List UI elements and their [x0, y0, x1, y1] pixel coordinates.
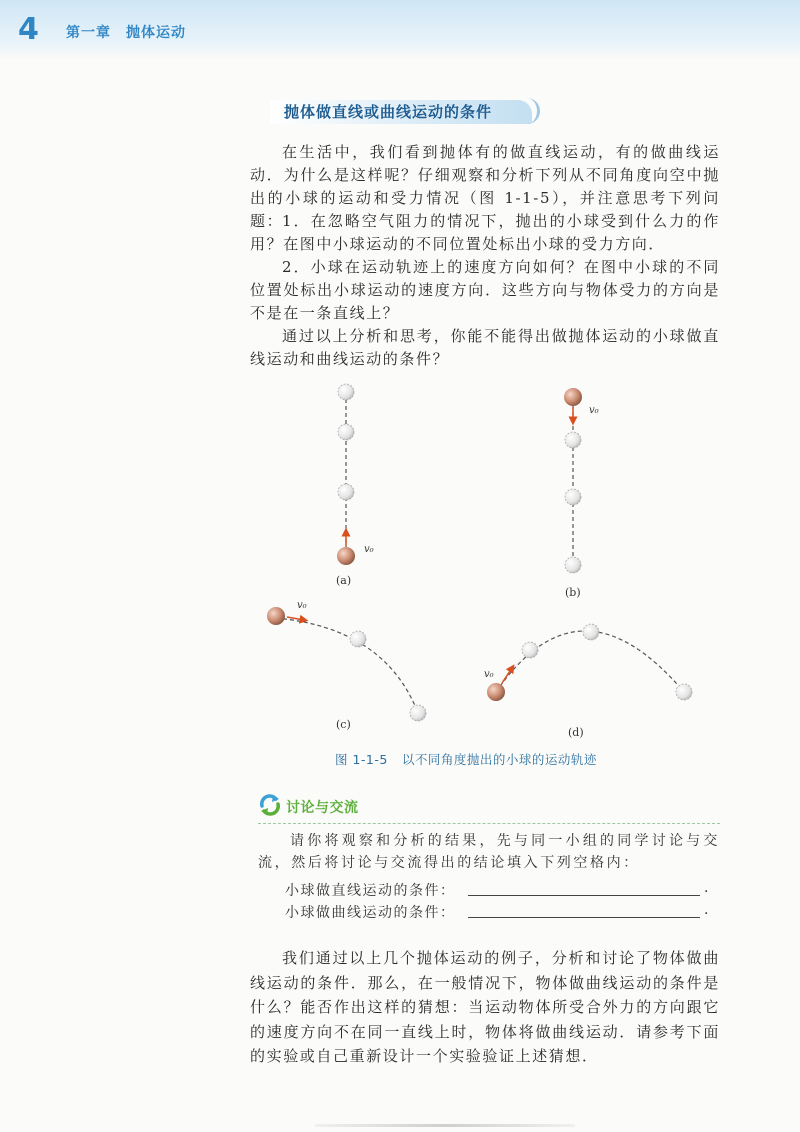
fill-in-label: 小球做直线运动的条件： — [285, 883, 456, 899]
ghost-ball — [676, 684, 692, 700]
panel-c — [267, 600, 426, 731]
velocity-label: v₀ — [484, 669, 494, 680]
page-number: 4 — [18, 12, 39, 47]
launched-ball — [564, 388, 582, 406]
figure-caption-label: 图 1-1-5 — [335, 752, 388, 767]
panel-b — [564, 388, 599, 599]
chapter-title: 第一章 抛体运动 — [66, 25, 186, 41]
ghost-ball — [338, 484, 354, 500]
intro-paragraph-4: 通过以上分析和思考，你能不能得出做抛体运动的小球做直线运动和曲线运动的条件？ — [250, 327, 720, 368]
panel-label-d: (d) — [568, 726, 584, 739]
ghost-ball — [565, 557, 581, 573]
velocity-label: v₀ — [364, 544, 374, 555]
trajectory-curve-c — [276, 618, 418, 713]
launched-ball — [337, 547, 355, 565]
panel-d — [484, 624, 692, 739]
closing-paragraph: 我们通过以上几个抛体运动的例子，分析和讨论了物体做曲线运动的条件．那么，在一般情况下，物体做曲线运动的条件是什么？能否作出这样的猜想：当运动物体所受合外力的方向跟它的速度方向不在同一直线上时，物体将做曲线运动．请参考下面的实验或自己重新设计一个实验验证上述猜想． — [250, 949, 720, 1065]
velocity-arrow — [502, 668, 512, 683]
ghost-ball — [565, 489, 581, 505]
fill-in-end-mark: . — [704, 880, 710, 896]
ghost-ball — [565, 432, 581, 448]
discussion-icon — [258, 793, 282, 817]
ghost-ball — [410, 705, 426, 721]
velocity-label: v₀ — [589, 405, 599, 416]
velocity-label: v₀ — [297, 600, 307, 611]
section-title: 抛体做直线或曲线运动的条件 — [284, 103, 493, 121]
fill-in-blank[interactable] — [468, 917, 700, 918]
velocity-arrow — [287, 617, 304, 620]
trajectory-curve-d — [496, 631, 684, 692]
fill-in-straight-line — [285, 880, 725, 902]
discussion-title: 讨论与交流 — [286, 800, 359, 816]
panel-label-b: (b) — [565, 586, 581, 599]
ghost-ball — [583, 624, 599, 640]
launched-ball — [267, 607, 285, 625]
ghost-ball — [338, 424, 354, 440]
intro-paragraph-1: 在生活中，我们看到抛体有的做直线运动，有的做曲线运动．为什么是这样呢？仔细观察和分析下列从不同角度向空中抛出的小球的运动和受力情况（图 1-1-5），并注意思考下列问题： — [250, 143, 720, 230]
figure-caption — [335, 750, 597, 768]
figure-caption-text: 以不同角度抛出的小球的运动轨迹 — [401, 752, 597, 767]
fill-in-blank[interactable] — [468, 895, 700, 896]
ghost-ball — [350, 631, 366, 647]
ghost-ball — [338, 384, 354, 400]
bottom-rule — [315, 1124, 575, 1127]
discussion-divider — [258, 823, 720, 825]
intro-paragraph-3: 2．小球在运动轨迹上的速度方向如何？在图中小球的不同位置处标出小球运动的速度方向．这些方向与物体受力的方向是不是在一条直线上？ — [250, 258, 720, 322]
panel-label-c: (c) — [336, 718, 351, 731]
ghost-ball — [522, 642, 538, 658]
fill-in-label: 小球做曲线运动的条件： — [285, 905, 456, 921]
fill-in-curved-line — [285, 902, 725, 924]
intro-paragraph-2: 1．在忽略空气阻力的情况下，抛出的小球受到什么力的作用？在图中小球运动的不同位置处标出小球的受力方向． — [250, 212, 720, 253]
panel-label-a: (a) — [336, 574, 352, 587]
fill-in-end-mark: . — [704, 902, 710, 918]
launched-ball — [487, 683, 505, 701]
discussion-paragraph: 请你将观察和分析的结果，先与同一小组的同学讨论与交流，然后将讨论与交流得出的结论填入下列空格内： — [258, 833, 720, 871]
panel-a — [336, 384, 374, 587]
